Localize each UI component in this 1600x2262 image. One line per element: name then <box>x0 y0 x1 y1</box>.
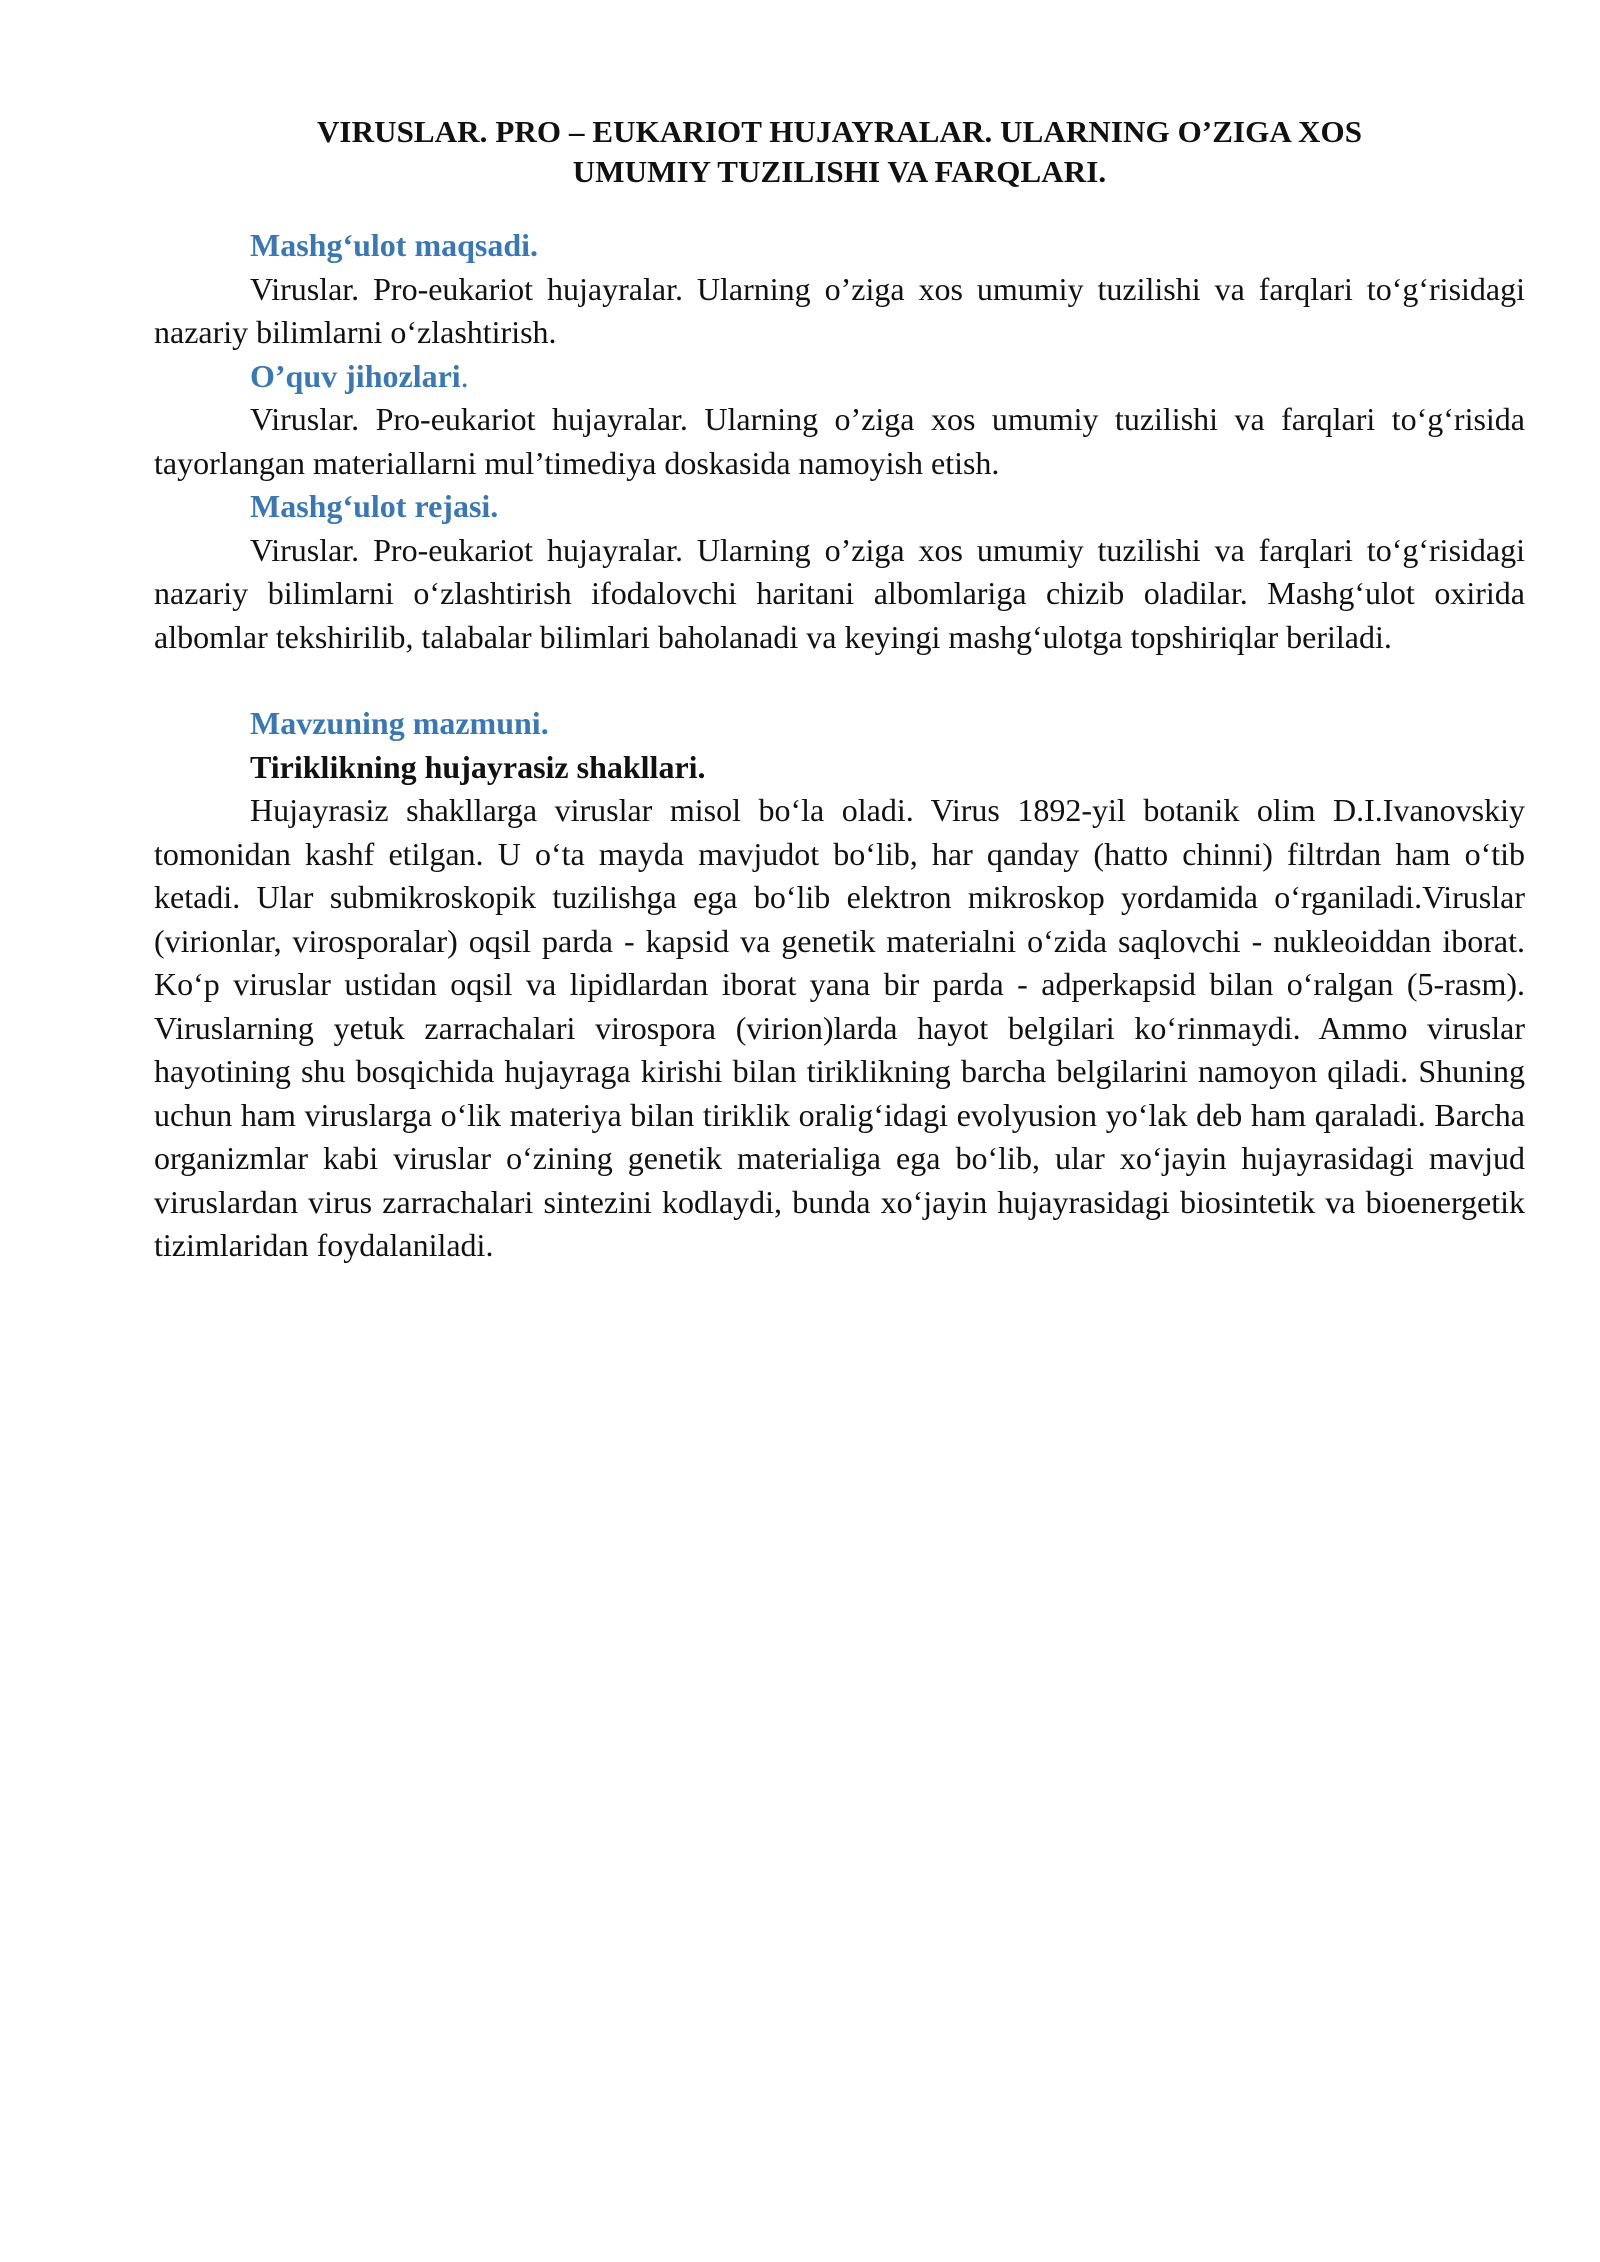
content-subheading: Tiriklikning hujayrasiz shakllari. <box>250 748 706 785</box>
title-line-2: UMUMIY TUZILISHI VA FARQLARI. <box>572 154 1107 189</box>
section-heading-maqsadi: Mashg‘ulot maqsadi. <box>250 227 539 263</box>
section-text-rejasi: Viruslar. Pro-eukariot hujayralar. Ularning o’ziga xos umumiy tuzilishi va farqlari to‘g‘risidagi nazariy bilimlarni o‘zlashtirish ifodalovchi haritani albomlariga chizib oladilar. Mashg‘ulot oxirida albomlar tekshirilib, talabalar bilimlari baholanadi va keyingi mashg‘ulotga topshiriqlar beriladi. <box>154 531 1525 655</box>
title-line-1: VIRUSLAR. PRO – EUKARIOT HUJAYRALAR. ULARNING O’ZIGA XOS <box>316 114 1363 149</box>
section-text-maqsadi: Viruslar. Pro-eukariot hujayralar. Ularning o’ziga xos umumiy tuzilishi va farqlari to‘g‘risidagi nazariy bilimlarni o‘zlashtirish. <box>154 270 1525 350</box>
document-title <box>154 112 1525 192</box>
section-text-jihozlari: Viruslar. Pro-eukariot hujayralar. Ularning o’ziga xos umumiy tuzilishi va farqlari to‘g‘risida tayorlangan materiallarni mul’timediya doskasida namoyish etish. <box>154 401 1525 481</box>
spacer <box>154 659 1525 702</box>
section-heading-rejasi: Mashg‘ulot rejasi. <box>250 488 499 524</box>
section-heading-jihozlari <box>154 355 1525 399</box>
content-heading: Mavzuning mazmuni. <box>250 705 549 741</box>
content-body-text: Hujayrasiz shakllarga viruslar misol bo‘la oladi. Virus 1892-yil botanik olim D.I.Ivanovskiy tomonidan kashf etilgan. U o‘ta mayda mavjudot bo‘lib, har qanday (hatto chinni) filtrdan ham o‘tib ketadi. Ular submikroskopik tuzilishga ega bo‘lib elektron mikroskop yordamida o‘rganiladi.Viruslar (virionlar, virosporalar) oqsil parda - kapsid va genetik materialni o‘zida saqlovchi - nukleoiddan iborat. Ko‘p viruslar ustidan oqsil va lipidlardan iborat yana bir parda - adperkapsid bilan o‘ralgan (5-rasm). Viruslarning yetuk zarrachalari virospora (virion)larda hayot belgilari ko‘rinmaydi. Ammo viruslar hayotining shu bosqichida hujayraga kirishi bilan tiriklikning barcha belgilarini namoyon qiladi. Shuning uchun ham viruslarga o‘lik materiya bilan tiriklik oralig‘idagi evolyusion yo‘lak deb ham qaraladi. Barcha organizmlar kabi viruslar o‘zining genetik materialiga ega bo‘lib, ular xo‘jayin hujayrasidagi mavjud viruslardan virus zarrachalari sintezini kodlaydi, bunda xo‘jayin hujayrasidagi biosintetik va bioenergetik tizimlaridan foydalaniladi. <box>154 792 1525 1263</box>
section-heading-jihozlari-label: O’quv jihozlari <box>250 357 461 394</box>
section-heading-jihozlari-dot: . <box>460 357 469 394</box>
document-page <box>154 112 1525 1268</box>
spacer <box>154 192 1525 224</box>
